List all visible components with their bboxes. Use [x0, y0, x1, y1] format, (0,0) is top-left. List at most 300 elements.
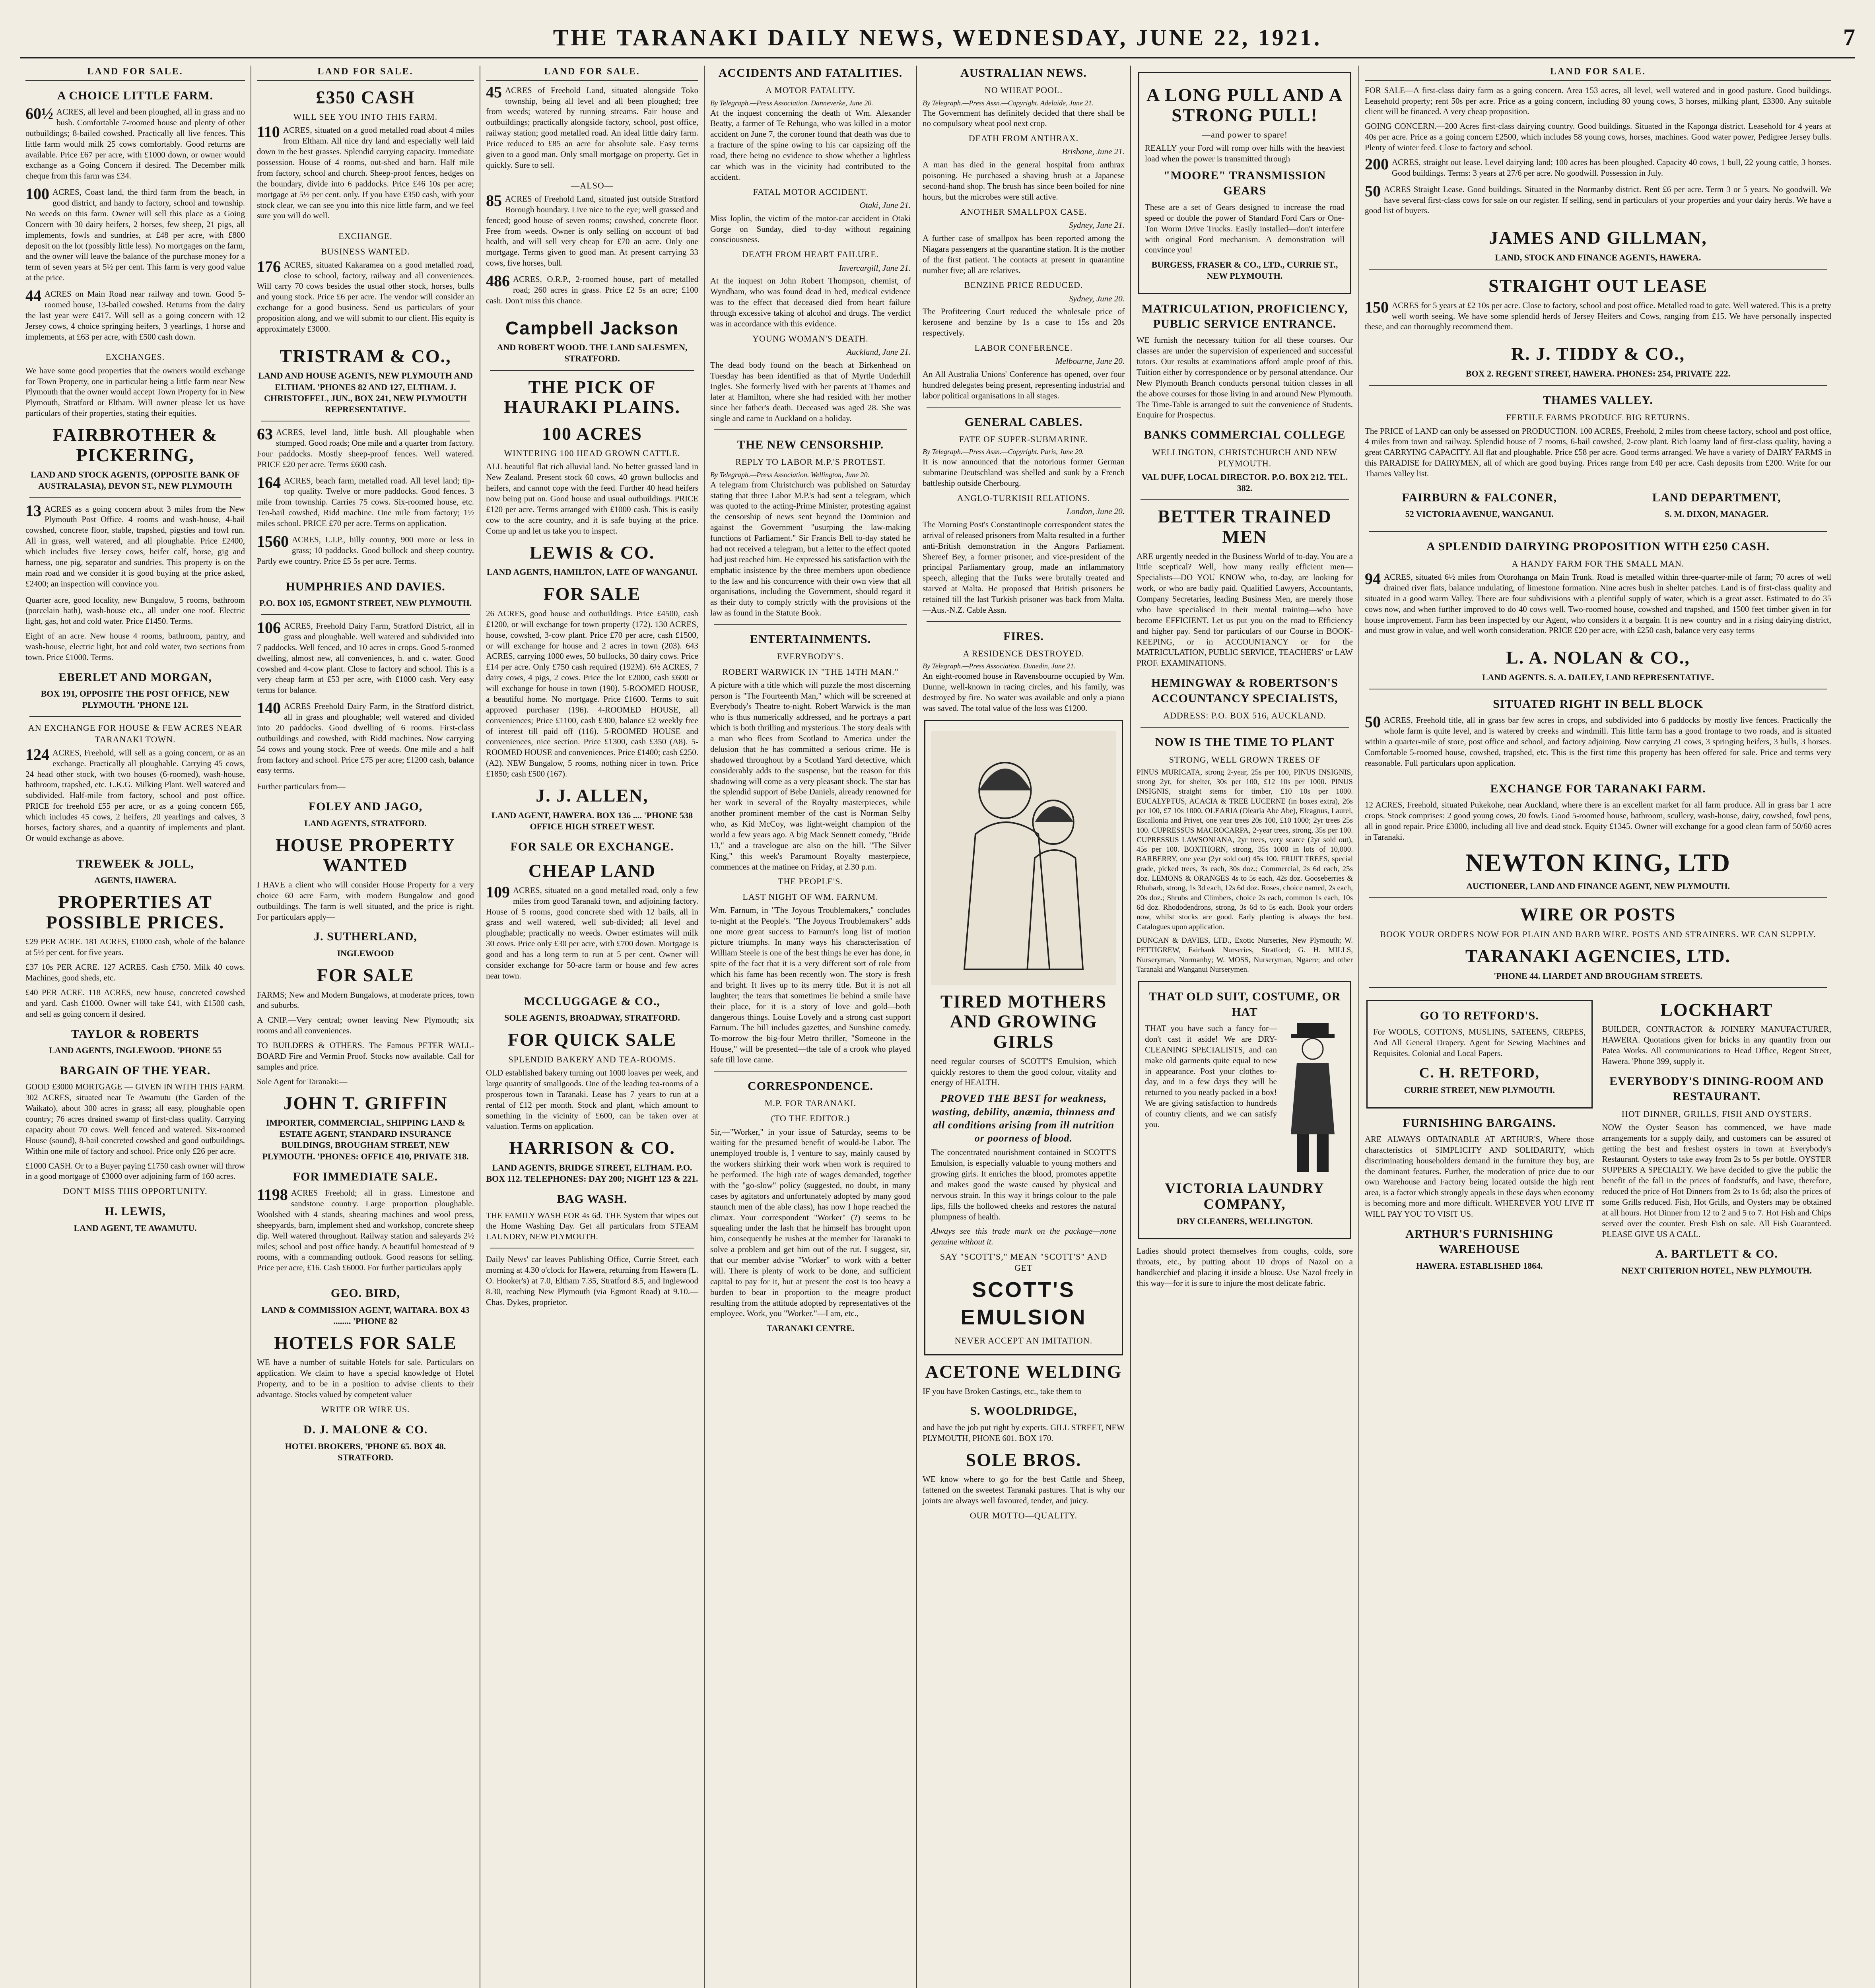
- listing: [25, 501, 245, 595]
- scotts-emulsion-logo: SCOTT'S EMULSION: [960, 1277, 1087, 1329]
- ad-note: Always see this trade mark on the package—none genuine without it.: [931, 1226, 1116, 1247]
- agent-pair: [1365, 483, 1831, 526]
- listing-text: ACRES, beach farm, metalled road. All level land; tip-top quality. Twelve or more paddocks. Good fences. 3 mile from township. Carries 75 cows. Six-roomed house, etc. Ten-bail cowshed, Ridd machine. One mile from factory; 1½ miles school. PRICE £70 per acre. Terms on application.: [257, 476, 474, 528]
- agent-details: LAND AGENTS, BRIDGE STREET, ELTHAM. P.O. BOX 112. TELEPHONES: DAY 200; NIGHT 123 & 221.: [486, 1162, 698, 1184]
- agent-details: LAND AGENT, TE AWAMUTU.: [74, 1223, 197, 1233]
- paragraph: Quarter acre, good locality, new Bungalow, 5 rooms, bathroom (porcelain bath), wash-house etc., all under one roof. Electric light, gas, hot and cold water. Price £1450. Terms.: [25, 595, 245, 626]
- divider: [714, 429, 907, 430]
- paragraph: 26 ACRES, good house and outbuildings. Price £4500, cash £1200, or will exchange for town property (172). 130 ACRES, house, cowshed, 3-cow plant. Price £70 per acre, cash £1500, or will exchange for house and 2 acres in town (203). 643 ACRES, carrying 1000 ewes, 50 bullocks, 30 dairy cows. Price £14 per acre. Only £750 cash required (192M). 6½ ACRES, 7 dairy cows, 4 pigs, 2 cows. Price the lot £2000, cash £600 or will exchange for house in town (190). 5-ROOMED HOUSE, a beautiful home. No mortgage. Price £1600. Terms to suit approved purchaser (196). 4-ROOMED HOUSE, all conveniences; Price £1100, cash £300, balance £2 weekly free of interest till paid off (116). 5-ROOMED HOUSE and conveniences, nice section. Price £1300, cash £350 (A8). 5-ROOMED HOUSE and conveniences. Price £1400; cash £250. (A2). NEW Bungalow, 5 rooms, nothing nicer in town. Price £1850; cash £500 (167).: [486, 608, 698, 779]
- subheading: (TO THE EDITOR.): [771, 1113, 850, 1124]
- divider: [261, 614, 470, 615]
- listing-text: ACRES as a going concern about 3 miles from the New Plymouth Post Office. 4 rooms and wash-house, 4-bail cowshed, concrete floor, stable, trapshed, pigsties and fowl run. All in grass, well watered, and all ploughable. Price £2400, which includes five Jersey cows, heifer calf, horse, gig and harness, one pig, separator and sundries. This property is on the main road and we consider it is good buying at the price asked, £2400; an inspection will convince you.: [25, 504, 245, 588]
- subheading: DON'T MISS THIS OPPORTUNITY.: [63, 1186, 208, 1196]
- subheading: THE PEOPLE'S.: [778, 876, 843, 887]
- paragraph: WE know where to go for the best Cattle and Sheep, fattened on the sweetest Taranaki pastures. That is why our joints are always well favoured, tender, and juicy.: [923, 1474, 1125, 1505]
- subheading: HOT DINNER, GRILLS, FISH AND OYSTERS.: [1621, 1109, 1812, 1119]
- newspaper-title: THE TARANAKI DAILY NEWS, WEDNESDAY, JUNE 22, 1921.: [553, 25, 1322, 50]
- listing-number: 44: [25, 287, 41, 305]
- listing-number: 176: [257, 257, 281, 276]
- display-heading: SOLE BROS.: [966, 1449, 1082, 1470]
- ad-brand: C. H. RETFORD,: [1419, 1064, 1540, 1081]
- ad-address: CURRIE STREET, NEW PLYMOUTH.: [1404, 1085, 1555, 1095]
- paragraph: 12 ACRES, Freehold, situated Pukekohe, near Auckland, where there is an excellent market for all farm produce. All in grass bar 1 acre crops. Stock comprises: 2 good young cows, 20 fowls. Good 5-roomed house, bathroom, scullery, wash-house, dairy, cowshed, fowl pens, all in good repair. Price £3000, including all live and dead stock. Equity £1345. Owner will exchange for a good clean farm of 50/60 acres in Taranaki.: [1365, 800, 1831, 842]
- paragraph: £1000 CASH. Or to a Buyer paying £1750 cash owner will throw in a good mortgage of £3000 over adjoining farm of 160 acres.: [25, 1161, 245, 1181]
- agent-name: D. J. MALONE & CO.: [303, 1423, 428, 1437]
- listing: [257, 621, 474, 701]
- agent-name: EBERLET AND MORGAN,: [58, 670, 212, 684]
- display-heading: WIRE OR POSTS: [1520, 904, 1676, 925]
- listing: [1365, 184, 1831, 222]
- paragraph: and have the job put right by experts. GILL STREET, NEW PLYMOUTH, PHONE 601. BOX 170.: [923, 1422, 1125, 1443]
- agent-name: GEO. BIRD,: [330, 1287, 400, 1300]
- column-7: [1358, 66, 1837, 1988]
- column-4: [704, 66, 916, 1988]
- listing-text: ACRES for 5 years at £2 10s per acre. Close to factory, school and post office. Metalled road to gate. Well watered. This is a pretty well worth seeing. We have some splendid herds of Jersey Heifers and Cows, ranging from £15. We have personally inspected these, and can thoroughly recommend them.: [1365, 300, 1831, 332]
- agent-details: AGENTS, HAWERA.: [94, 875, 176, 885]
- agent-name: TARANAKI AGENCIES, LTD.: [1465, 946, 1731, 967]
- display-heading: CHEAP LAND: [528, 860, 656, 881]
- display-heading: STRAIGHT OUT LEASE: [1488, 276, 1708, 296]
- listing-text: ACRES, situated on a good metalled road, only a few miles from good Taranaki town, and adjoining factory. House of 5 rooms, good concrete shed with 12 bails, all in grass and well watered, well sub-divided; all level and ploughable; practically no weeds. Owner estimates will milk 30 cows. Price only £30 per acre, with £700 down. Mortgage is good and has a long term to run at 5 per cent. Owner will consider exchange for 50-acre farm or house and few acres near town.: [486, 885, 698, 980]
- display-heading: ACETONE WELDING: [925, 1361, 1122, 1382]
- divider: [1141, 727, 1349, 728]
- listing: [486, 85, 698, 176]
- ad-headline: GO TO RETFORD'S.: [1420, 1009, 1539, 1022]
- divider: [714, 1071, 907, 1072]
- listing: [25, 187, 245, 289]
- agent-name: HUMPHRIES AND DAVIES.: [286, 580, 445, 593]
- agent-details: NEXT CRITERION HOTEL, NEW PLYMOUTH.: [1621, 1265, 1812, 1276]
- agent-name: A. BARTLETT & CO.: [1655, 1247, 1778, 1261]
- listing-number: 63: [257, 425, 273, 443]
- paragraph: Sir,—"Worker," in your issue of Saturday, seems to be waiting for the presumed benefit of would-be Labor. The unemployed trouble is, I venture to say, mainly caused by the workers shirking their work when work is required to be performed. The high rate of wages demanded, together with the "go-slow" policy (suggested, no doubt, in many cases by agitators and unfortunately adopted by many good staunch men of the able class), has now I hope reached the climax. Your correspondent "Worker" (?) seems to be squealing under the lash that he himself has brought upon him, consequently he rushes at the member for Taranaki to solve a problem and get him out of the rut. I suggest, sir, that our member advise "Worker" to work with a better will. There is plenty of work to be done, and sufficient capital to pay for it, but at present the cost is too heavy a burden to bear in proportion to the meagre product resulting from the attitude adopted by representatives of the employee. Work, you "Worker."—I am, etc.,: [710, 1127, 911, 1318]
- subheading: YOUNG WOMAN'S DEATH.: [752, 333, 869, 344]
- agent-name: H. LEWIS,: [105, 1205, 166, 1218]
- ad-body: These are a set of Gears designed to increase the road speed or double the power of Standard Ford Cars or One-Ton Worm Drive Trucks. Easily installed—don't interfere with original Ford mechanism. A demonstration will convince you!: [1145, 202, 1345, 255]
- masthead: [20, 24, 1855, 58]
- paragraph: A CNIP.—Very central; owner leaving New Plymouth; six rooms and all conveniences.: [257, 1015, 474, 1036]
- paragraph: WE have a number of suitable Hotels for sale. Particulars on application. We claim to have a special knowledge of Hotel Property, and to be in a position to advise clients to their advantage. Stocks valued by competent valuer: [257, 1357, 474, 1400]
- heading: A CHOICE LITTLE FARM.: [57, 89, 214, 102]
- display-heading: FOR QUICK SALE: [507, 1029, 677, 1050]
- listing-number: 50: [1365, 713, 1381, 731]
- heading: HEMINGWAY & ROBERTSON'S ACCOUNTANCY SPECIALISTS,: [1151, 676, 1338, 705]
- subheading: —ALSO—: [571, 180, 614, 190]
- divider: [1369, 531, 1827, 532]
- paragraph: The Government has definitely decided that there shall be no compulsory wheat pool next crop.: [923, 108, 1125, 128]
- ad-subheadline: PROVED THE BEST for weakness, wasting, debility, anæmia, thinness and all conditions arising from ill nutrition or poorness of blood.: [932, 1093, 1115, 1144]
- listing: [1365, 572, 1831, 641]
- paragraph: GOING CONCERN.—200 Acres first-class dairying country. Good buildings. Situated in the Kaponga district. Leasehold for 4 years at 40s per acre. Price as a going concern £2500, which includes 58 young cows, horses, machines. Good water power, Pedigree Jersey bulls. Plenty of winter feed. Close to factory and school.: [1365, 121, 1831, 153]
- paragraph: NOW the Oyster Season has commenced, we have made arrangements for a supply daily, and customers can be assured of getting the best and freshest oysters in town at Everybody's Restaurant. Oysters to take away from 2s to 5s per bottle. OYSTER SUPPERS A SPECIALTY. We have decided to give the public the benefit of the fall in the prices of foodstuffs, and have, therefore, reduced the price of Hot Dinners from 2s to 1s 6d; also the prices of some Grills reduced. Fish, Hot Grills, and Oysters may be obtained at all hours. Hot Dinner from 12 to 2 and 5 to 7. Hot Fish and Chips served over the counter. Fresh Fish on sale. All Fish Guaranteed. PLEASE GIVE US A CALL.: [1602, 1122, 1831, 1239]
- listing: [25, 289, 245, 348]
- heading: NOW IS THE TIME TO PLANT: [1155, 736, 1335, 749]
- agent-name: L. A. NOLAN & CO.,: [1506, 647, 1690, 668]
- agent-details: IMPORTER, COMMERCIAL, SHIPPING LAND & ESTATE AGENT, STANDARD INSURANCE BUILDINGS, BROUGHAM STREET, NEW PLYMOUTH. 'PHONES: OFFICE 410, PRIVATE 318.: [262, 1118, 469, 1161]
- display-heading: £350 CASH: [316, 87, 415, 107]
- moore-gears-ad: [1138, 72, 1351, 294]
- paragraph: It is now announced that the notorious former German submarine Deutschland was shelled and sunk by a French battleship outside Cherbourg.: [923, 457, 1125, 488]
- ad-headline: TIRED MOTHERS AND GROWING GIRLS: [940, 991, 1107, 1052]
- dateline: Sydney, June 20.: [1069, 293, 1125, 303]
- paragraph: Sole Agent for Taranaki:—: [257, 1076, 348, 1086]
- subheading: BUSINESS WANTED.: [321, 246, 410, 256]
- subheading: ANOTHER SMALLPOX CASE.: [960, 206, 1087, 217]
- paragraph: £29 PER ACRE. 181 ACRES, £1000 cash, whole of the balance at 5½ per cent. for five years.: [25, 937, 245, 957]
- page-number: 7: [1843, 24, 1855, 50]
- display-heading: HOTELS FOR SALE: [274, 1332, 457, 1353]
- agent-details: P.O. BOX 105, EGMONT STREET, NEW PLYMOUTH.: [259, 598, 472, 608]
- agent-details: 'PHONE 44. LIARDET AND BROUGHAM STREETS.: [1494, 971, 1702, 981]
- victoria-laundry-ad: [1138, 981, 1351, 1239]
- divider: [490, 370, 694, 371]
- listing: [257, 701, 474, 781]
- listing-number: 150: [1365, 298, 1389, 316]
- ad-text: need regular courses of SCOTT'S Emulsion, which quickly restores to them the good colour, vitality and energy of HEALTH.: [931, 1056, 1116, 1087]
- paragraph: Eight of an acre. New house 4 rooms, bathroom, pantry, and wash-house, electric light, hot and cold water, two sections from town. Price £1000. Terms.: [25, 631, 245, 662]
- divider: [1369, 897, 1827, 898]
- subheading: A MOTOR FATALITY.: [765, 85, 856, 95]
- display-heading: FOR SALE: [317, 965, 414, 985]
- agent-details: LAND AND STOCK AGENTS, (OPPOSITE BANK OF AUSTRALASIA), DEVON ST., NEW PLYMOUTH: [31, 470, 240, 491]
- listing: [25, 107, 245, 187]
- heading: THAMES VALLEY.: [1543, 394, 1653, 407]
- section-header: LAND FOR SALE.: [25, 66, 245, 81]
- ad-tagline: SAY "SCOTT'S," MEAN "SCOTT'S" AND GET: [940, 1252, 1108, 1273]
- agent-name: S. WOOLDRIDGE,: [970, 1404, 1077, 1418]
- agent-name: FAIRBURN & FALCONER,: [1402, 491, 1557, 504]
- listing: [257, 257, 474, 340]
- heading: FURNISHING BARGAINS.: [1403, 1116, 1556, 1130]
- agent-details: S. M. DIXON, MANAGER.: [1665, 509, 1769, 519]
- heading: A SPLENDID DAIRYING PROPOSITION WITH £250 CASH.: [1426, 540, 1770, 553]
- ad-agent: BURGESS, FRASER & CO., LTD., CURRIE ST., NEW PLYMOUTH.: [1151, 260, 1338, 281]
- heading: FOR IMMEDIATE SALE.: [293, 1170, 438, 1183]
- agent-name: TAYLOR & ROBERTS: [71, 1027, 199, 1041]
- subheading: SPLENDID BAKERY AND TEA-ROOMS.: [508, 1054, 676, 1064]
- ad-text: REALLY your Ford will romp over hills with the heaviest load when the power is transmitted through: [1145, 143, 1345, 164]
- paragraph: The Profiteering Court reduced the wholesale price of kerosene and benzine by 1s a case to 15s and 20s respectively.: [923, 307, 1125, 338]
- subheading: WINTERING 100 HEAD GROWN CATTLE.: [504, 448, 680, 458]
- dateline: Invercargill, June 21.: [839, 263, 911, 273]
- divider: [1369, 987, 1827, 988]
- heading: EXCHANGE FOR TARANAKI FARM.: [1490, 782, 1706, 795]
- agent-name: MCCLUGGAGE & CO.,: [524, 994, 660, 1008]
- subheading: DEATH FROM HEART FAILURE.: [742, 249, 879, 260]
- ad-brand: "MOORE" TRANSMISSION GEARS: [1163, 169, 1326, 198]
- heading: GENERAL CABLES.: [964, 415, 1083, 429]
- agent-name: JOHN T. GRIFFIN: [283, 1093, 448, 1113]
- paragraph: THE FAMILY WASH FOR 4s 6d. THE System that wipes out the Home Washing Day. Get all particulars from STEAM LAUNDRY, NEW PLYMOUTH.: [486, 1210, 698, 1242]
- divider: [1369, 269, 1827, 270]
- divider: [29, 497, 241, 498]
- columns: [20, 66, 1855, 1988]
- subheading: ADDRESS: P.O. BOX 516, AUCKLAND.: [1163, 710, 1326, 720]
- listing-number: 45: [486, 83, 502, 101]
- paragraph: £37 10s PER ACRE. 127 ACRES. Cash £750. Milk 40 cows. Machines, good sheds, etc.: [25, 962, 245, 983]
- paragraph: A man has died in the general hospital from anthrax poisoning. He purchased a shaving brush at a Japanese second-hand shop. The brush has since been boiled for nine hours, but the microbes were still active.: [923, 160, 1125, 202]
- agent-details: LAND AGENTS, INGLEWOOD. 'PHONE 55: [49, 1045, 222, 1055]
- agent-name: JAMES AND GILLMAN,: [1489, 227, 1707, 248]
- paragraph: GOOD £3000 MORTGAGE — GIVEN IN WITH THIS FARM. 302 ACRES, situated near Te Awamutu (the Garden of the Waikato), about 300 acres in grass; all easy, ploughable open country; 76 acres drained swamp of first-class quality. Carrying capacity about 70 cows. Well fenced and watered. Six-roomed House (sound), 8-bail concreted cowshed and good outbuildings. Within one mile of factory and school. Price only £26 per acre.: [25, 1082, 245, 1156]
- agent-details: AUCTIONEER, LAND AND FINANCE AGENT, NEW PLYMOUTH.: [1466, 881, 1730, 891]
- scotts-emulsion-ad: [924, 720, 1123, 1355]
- listing-text: ACRES Freehold; all in grass. Limestone and sandstone country. Large proportion ploughable. Woolshed with 4 stands, shearing machines and wool press, sheepyards, barn, implement shed and workshop, concrete sheep dip. Well watered throughout. Railway station and saleyards 2½ miles; school and post office handy. A beautiful homestead of 9 rooms, with a commanding outlook. Good reasons for selling. Price per acre, £16. Cash £6000. For further particulars apply: [257, 1188, 474, 1273]
- paragraph: Miss Joplin, the victim of the motor-car accident in Otaki Gorge on Sunday, died to-day without regaining consciousness.: [710, 213, 911, 245]
- agent-name: FAIRBROTHER & PICKERING,: [52, 425, 218, 465]
- agent-details: INGLEWOOD: [337, 948, 394, 958]
- paragraph: The Morning Post's Constantinople correspondent states the arrival of released prisoners from Malta resulted in a further anti-British demonstration in the Angora Parliament. Shereef Bey, a former prisoner, and vice-president of the principal Parliamentary group, made an inflammatory speech, alleging that the Turks were brutally treated and starved at Malta. He proposed that British prisoners be retained till the last Turkish prisoner was back from Malta.—Aus.-N.Z. Cable Assn.: [923, 519, 1125, 615]
- divider: [714, 624, 907, 625]
- agent-name: LAND DEPARTMENT,: [1652, 491, 1781, 504]
- listing-text: ACRES on Main Road near railway and town. Good 5-roomed house, 13-bailed cowshed. Returns from the dairy the last year were £417. Will sell as a going concern with 12 Jersey cows, 4 choice springing heifers, 3 yearlings, 1 horse and implements, at £63 per acre, with £500 cash down.: [25, 289, 245, 342]
- agent-details: LAND AGENTS, HAMILTON, LATE OF WANGANUI.: [486, 567, 698, 577]
- agent-name: TREWEEK & JOLL,: [76, 857, 194, 870]
- heading: ACCIDENTS AND FATALITIES.: [718, 66, 903, 80]
- agent-details: LAND AND HOUSE AGENTS, NEW PLYMOUTH AND ELTHAM. 'PHONES 82 AND 127, ELTHAM. J. CHRISTOFFEL, JUN., BOX 241, NEW PLYMOUTH REPRESENTATIVE.: [258, 371, 473, 414]
- listing: [486, 885, 698, 987]
- listing-number: 140: [257, 699, 281, 717]
- section-header: LAND FOR SALE.: [486, 66, 698, 81]
- subheading: ANGLO-TURKISH RELATIONS.: [957, 493, 1090, 503]
- paragraph: IF you have Broken Castings, etc., take them to: [923, 1386, 1082, 1396]
- column-5: [916, 66, 1130, 1988]
- agent-details: LAND AGENTS, STRATFORD.: [304, 818, 427, 828]
- heading: FIRES.: [1003, 629, 1044, 643]
- agent-name: LEWIS & CO.: [529, 542, 655, 563]
- agent-name: J. SUTHERLAND,: [314, 930, 417, 944]
- listing-number: 1560: [257, 532, 289, 550]
- heading: SITUATED RIGHT IN BELL BLOCK: [1493, 697, 1703, 711]
- paragraph: An All Australia Unions' Conference has opened, over four hundred delegates being present, representing industrial and labor political organisations in all stages.: [923, 369, 1125, 400]
- listing-number: 109: [486, 883, 510, 901]
- listing-number: 110: [257, 123, 280, 141]
- ad-headline: A LONG PULL AND A STRONG PULL!: [1146, 85, 1343, 125]
- paragraph: DUNCAN & DAVIES, LTD., Exotic Nurseries, New Plymouth; W. PETTIGREW, Fairbank Nurseries, Stratford; G. H. MILLS, Nurseryman, Normanby; W. MOSS, Nurseryman, Ngaere; and other Taranaki and Wanganui Nurserymen.: [1137, 936, 1353, 974]
- paragraph: At the inquest on John Robert Thompson, chemist, of Wyndham, who was found dead in bed, medical evidence was to the effect that deceased died from heart failure through excessive taking of alcohol and drugs. The verdict was in accordance with this evidence.: [710, 276, 911, 328]
- listing-text: ACRES, O.R.P., 2-roomed house, part of metalled road; 260 acres in grass. Price £2 5s an acre; £100 cash. Don't miss this chance.: [486, 274, 698, 305]
- dateline: Brisbane, June 21.: [1062, 147, 1125, 157]
- listing-text: ACRES, situated on a good metalled road about 4 miles from Eltham. All nice dry land and especially well laid down in the best grasses. Splendid carrying capacity. Immediate possession. House of 4 rooms, out-shed and barn. Half mile from factory, school and church. Sheep-proof fences, hedges on the boundary, divide into 6 paddocks. Price £46 10s per acre; mortgage at 5½ per cent. only. If you have £350 cash, with your stock clear, we can see you into this nice little farm, and we feel sure you will do well.: [257, 125, 474, 221]
- agent-details: HOTEL BROKERS, 'PHONE 65. BOX 48. STRATFORD.: [285, 1441, 446, 1462]
- retford-ad: [1366, 1000, 1593, 1109]
- paragraph: TO BUILDERS & OTHERS. The Famous PETER WALL-BOARD Fire and Vermin Proof. Stocks now available. Call for samples and price.: [257, 1041, 474, 1072]
- ad-brand: VICTORIA LAUNDRY COMPANY,: [1165, 1180, 1325, 1212]
- ad-headline: THAT OLD SUIT, COSTUME, OR HAT: [1148, 990, 1341, 1019]
- signature: TARANAKI CENTRE.: [766, 1323, 855, 1334]
- subheading: A RESIDENCE DESTROYED.: [963, 648, 1084, 659]
- agent-details: LAND & COMMISSION AGENT, WAITARA. BOX 43 ........ 'PHONE 82: [261, 1305, 470, 1326]
- listing: [257, 534, 474, 572]
- agent-name: TRISTRAM & CO.,: [280, 346, 451, 366]
- divider: [1369, 385, 1827, 386]
- heading: EVERYBODY'S DINING-ROOM AND RESTAURANT.: [1609, 1074, 1824, 1103]
- column-2: [251, 66, 480, 1988]
- ad-footer: NEVER ACCEPT AN IMITATION.: [954, 1335, 1093, 1345]
- subheading: FATE OF SUPER-SUBMARINE.: [959, 434, 1088, 445]
- listing: [1365, 157, 1831, 184]
- listing-number: 1198: [257, 1186, 288, 1204]
- heading: AUSTRALIAN NEWS.: [960, 66, 1087, 80]
- display-heading: BETTER TRAINED MEN: [1158, 506, 1332, 547]
- listing-text: ACRES, situated Kakaramea on a good metalled road, close to school, factory, railway and all conveniences. Will carry 70 cows besides the usual other stock, horses, bulls and young stock. Price £6 per acre. The vendor will consider an exchange for a good business. Send us particulars of your proposition along, and we will submit to our client. His equity is approximately £3000.: [257, 260, 474, 334]
- signature: VAL DUFF, LOCAL DIRECTOR. P.O. BOX 212. TEL. 382.: [1141, 472, 1348, 493]
- ad-subheadline: —and power to spare!: [1201, 130, 1288, 140]
- heading: CORRESPONDENCE.: [748, 1079, 873, 1093]
- listing-text: ACRES, Freehold, will sell as a going concern, or as an exchange. Practically all ploughable. Carrying 45 cows, 24 head other stock, with two houses (6-roomed), wash-house, bathroom, trapshed, etc. L.K.G. Milking Plant. Well watered and subdivided. Half-mile from factory, school and post office. PRICE for freehold £55 per acre, or as a going concern £65, which includes 45 cows, 2 heifers, 20 yearlings and calves, 3 horses, factory shares, and a quantity of implements and plant. Or would exchange as above.: [25, 747, 245, 843]
- agent-details: AND ROBERT WOOD. THE LAND SALESMEN, STRATFORD.: [497, 342, 688, 364]
- listing-number: 50: [1365, 182, 1381, 200]
- ad-subbrand: DRY CLEANERS, WELLINGTON.: [1176, 1216, 1313, 1227]
- listing-text: ACRES of Freehold Land, situated alongside Toko township, being all level and all been ploughed; free from weeds; watered by running streams. Fair house and outbuildings; practically alongside factory, school, post office, railway station; good metalled road. An ideal little dairy farm. Price reduced to £85 an acre for absolute sale. Easy terms given to a good man. Only small mortgage on property. Get in quickly. Sure to sell.: [486, 85, 698, 170]
- agent-details: LAND, STOCK AND FINANCE AGENTS, HAWERA.: [1495, 252, 1701, 262]
- listing-text: ACRES, situated 6½ miles from Otorohanga on Main Trunk. Road is metalled within three-quarter-mile of farm; 70 acres of well drained river flats, balance undulating, of limestone formation. Nine acres bush in shelter patches. Land is of first-class quality and situated in a good warm Valley. There are four subdivisions with a plentiful supply of water, which is a great asset. Estimated to do 35 cows now, and when further improved to do 40 cows well. Two-roomed house, cowshed and trapshed, and 1500 feet timber given in for house improvement. Farm has been inspected by our Agent, who considers it a bargain. It is new country and in a rising dairying district, and must grow in value, and well worth consideration. PRICE £20 per acre, with £250 cash, balance very easy terms: [1365, 572, 1831, 635]
- heading: ENTERTAINMENTS.: [750, 633, 871, 646]
- byline: By Telegraph.—Press Association. Danneverke, June 20.: [710, 99, 873, 107]
- column-6: [1130, 66, 1358, 1988]
- listing-text: ACRES, Freehold title, all in grass bar few acres in crops, and subdivided into 6 paddocks by mostly live fences. Practically the whole farm is quite level, and is watered by creeks and windmill. This little farm has a good frontage to two roads, and is situated within a quarter-mile of store, post office and school, and factory adjoining. Now carrying 21 cows, 3 springing heifers, 3 bulls, 3 horses. Comfortable 5-roomed house, cowshed, trapshed, etc. This is the first time this property has been offered for sale. Price and terms very reasonable. Full particulars upon application.: [1365, 715, 1831, 768]
- listing: [257, 473, 474, 534]
- subheading: WELLINGTON, CHRISTCHURCH AND NEW PLYMOUTH.: [1152, 447, 1337, 468]
- heading: AN EXCHANGE FOR HOUSE & FEW ACRES NEAR TARANAKI TOWN.: [28, 723, 243, 744]
- agent-details: SOLE AGENTS, BROADWAY, STRATFORD.: [504, 1013, 680, 1023]
- listing-text: ACRES, L.I.P., hilly country, 900 more or less in grass; 10 paddocks. Good bullock and sheep country. Partly ewe country. Price £5 5s per acre. Terms.: [257, 534, 474, 566]
- paragraph: WE furnish the necessary tuition for all these courses. Our classes are under the supervision of experienced and successful tutors. Our results at examinations afford ample proof of this. Tuition either by correspondence or by personal attendance. Our New Plymouth Branch conducts personal tuition classes in all the above courses for those living in and around New Plymouth. The Time-Table is arranged to suit the convenience of Students. Enquire for Prospectus.: [1137, 335, 1353, 420]
- paragraph: I HAVE a client who will consider House Property for a very choice 60 acre Farm, with modern Bungalow and good outbuildings. The farm is well situated, and the price is right. For particulars apply—: [257, 879, 474, 922]
- agent-details: BOX 191, OPPOSITE THE POST OFFICE, NEW PLYMOUTH. 'PHONE 121.: [41, 689, 230, 710]
- heading: BAG WASH.: [557, 1192, 628, 1206]
- subheading: FATAL MOTOR ACCIDENT.: [753, 186, 868, 197]
- subheading: BENZINE PRICE REDUCED.: [964, 280, 1083, 290]
- paragraph: We have some good properties that the owners would exchange for Town Property, one in particular being a little farm near New Plymouth that the owner would accept Town Property for in New Plymouth, Stratford or Eltham. Will owner please let us have particulars of their properties, stating their equities.: [25, 365, 245, 418]
- dateline: Auckland, June 21.: [847, 347, 911, 357]
- listing-text: ACRES Freehold Dairy Farm, in the Stratford district, all in grass and ploughable; well watered and divided into 20 paddocks. Good dwelling of 6 rooms. First-class outbuildings and cowshed, with Ridd machines. Now carrying 54 cows and young stock. Free of weeds. One mile and a half from factory and school. Price £75 per acre; £1200 cash, balance easy terms.: [257, 701, 474, 775]
- agent-details: LAND AGENTS. S. A. DAILEY, LAND REPRESENTATIVE.: [1482, 672, 1714, 682]
- listing-text: ACRES, level land, little bush. All ploughable when stumped. Good roads; One mile and a quarter from factory. Four paddocks. Mostly sheep-proof fences. Well watered. PRICE £20 per acre. Terms £600 cash.: [257, 427, 474, 469]
- agent-name: ARTHUR'S FURNISHING WAREHOUSE: [1405, 1227, 1554, 1256]
- byline: By Telegraph.—Press Association. Wellington, June 20.: [710, 470, 870, 479]
- agent-details: 52 VICTORIA AVENUE, WANGANUI.: [1405, 509, 1554, 519]
- listing-text: ACRES, Coast land, the third farm from the beach, in good district, and handy to factory, school and township. No weeds on this farm. Owner will sell this place as a Going Concern with 30 dairy heifers, 2 horses, few sheep, 21 pigs, all implements, fowls and sundries, at £48 per acre, with £800 deposit on the lot (possibly little less). No mortgages on the farm, and the owner will leave the balance of the purchase money for a term of seven years at 5½ per cent. This farm is very good value at the price.: [25, 187, 245, 283]
- paragraph: ARE urgently needed in the Business World of to-day. You are a little sceptical? Well, how many really efficient men—Specialists—DO YOU KNOW who, to-day, are looking for work, or who are badly paid. Qualified Lawyers, Accountants, Company Secretaries, leading Business Men, are merely those who have specialised in their mental training—who have become EFFICIENT. Let us put you on the road to Efficiency and higher pay. Send for particulars of our Course in BOOK-KEEPING, or in ACCOUNTANCY or for the MATRICULATION, PUBLIC SERVICE, TEACHERS' or LAW PROF. EXAMINATIONS.: [1137, 551, 1353, 668]
- heading: THE NEW CENSORSHIP.: [737, 438, 884, 452]
- listing-text: ACRES Straight Lease. Good buildings. Situated in the Normanby district. Rent £6 per acre. Term 3 or 5 years. No goodwill. We have several first-class cows for sale on our register. If selling, send in particulars of your properties and your dairy herds. We have a good list of buyers.: [1365, 184, 1831, 215]
- agent-name: R. J. TIDDY & CO.,: [1511, 344, 1685, 364]
- listing: [486, 191, 698, 274]
- paragraph: Wm. Farnum, in "The Joyous Troublemakers," concludes to-night at the People's. "The Joyous Troublemakers" adds one more great success to Farnum's long list of motion picture triumphs. In many ways his characterisation of William Steele is one of the best things he ever has done, in spite of the fact that it is a very different sort of role from which his fame has been recently won. The story is fresh and bright. It lives up to its merry title. But it is not all laughter; the tears that sometimes lie behind a smile have their place, for it is a story of love and gold—both dangerous things. Louise Lovely and a strong cast support Farnum. The bill includes gazettes, and Sunshine comedy. To-morrow the big-four Metro thriller, "Someone in the House," will be presented—the tale of a crook who played safe till love came.: [710, 905, 911, 1065]
- dateline: Otaki, June 21.: [859, 200, 911, 210]
- display-heading: THE PICK OF HAURAKI PLAINS.: [503, 377, 681, 417]
- paragraph: A telegram from Christchurch was published on Saturday stating that three Labor M.P.'s had sent a telegram, which was quoted to the acting-Prime Minister, protesting against the censorship of news sent beyond the Dominion and against the Government "usurping the law-making functions of Parliament." Sir Francis Bell to-day stated he had not received a telegram, but a letter to the effect quoted had just reached him. He expressed his satisfaction with the emphatic insistence by the three members upon obedience to the law and his concurrence with their own view that all organisations, including the Government, should regard it as their duty to comply strictly with the provisions of the law as found in the Statute Book.: [710, 480, 911, 618]
- listing-number: 13: [25, 501, 41, 520]
- ad-body: The concentrated nourishment contained in SCOTT'S Emulsion, is especially valuable to young mothers and growing girls. It enriches the blood, promotes appetite and makes good the waste caused by physical and nervous strain. In this way it brings colour to the pale lips, fills the hollowed cheeks and restores the natural plumpness of health.: [931, 1147, 1116, 1221]
- dateline: Melbourne, June 20.: [1055, 356, 1125, 366]
- paragraph: Ladies should protect themselves from coughs, colds, sore throats, etc., by putting about 10 drops of Nazol on a handkerchief and placing it inside a blouse. Use Nazol freely in this way—for it is sure to injure the most delicate fabric.: [1137, 1246, 1353, 1288]
- paragraph: OLD established bakery turning out 1000 loaves per week, and large quantity of smallgoods. One of the leading tea-rooms of a prosperous town in Taranaki. Lease has 7 years to run at a rental of £12 per month. Stock and plant, which amount to something in the vicinity of £600, can be taken over at valuation. Terms on application.: [486, 1068, 698, 1131]
- subheading: ROBERT WARWICK IN "THE 14TH MAN.": [722, 666, 899, 677]
- subheading: OUR MOTTO—QUALITY.: [970, 1510, 1078, 1520]
- subheading: EVERYBODY'S.: [777, 651, 844, 662]
- ad-text: THAT you have such a fancy for—don't cast it aside! We are DRY-CLEANING SPECIALISTS, and can make old garments quite equal to new in appearance. Post your clothes to-day, and in a few days they will be returned to you neatly packed in a box! We are giving satisfaction to hundreds of country clients, and we can satisfy you.: [1145, 1023, 1277, 1129]
- paragraph: Daily News' car leaves Publishing Office, Currie Street, each morning at 4.30 o'clock for Hawera, returning from Hawera (L. O. Hooker's) at 7.0, Eltham 7.35, Stratford 8.5, and Inglewood 8.30, reaching New Plymouth (via Egmont Road) at 9.10.—Chas. Dykes, proprietor.: [486, 1254, 698, 1307]
- subheading: WRITE OR WIRE US.: [321, 1404, 410, 1414]
- subheading: A HANDY FARM FOR THE SMALL MAN.: [1512, 558, 1685, 569]
- listing: [1365, 300, 1831, 338]
- listing-number: 94: [1365, 570, 1381, 588]
- agent-name: LOCKHART: [1660, 999, 1773, 1020]
- paragraph: FARMS; New and Modern Bungalows, at moderate prices, town and suburbs.: [257, 990, 474, 1010]
- listing-number: 85: [486, 191, 502, 210]
- column-3: [480, 66, 704, 1988]
- heading: MATRICULATION, PROFICIENCY, PUBLIC SERVICE ENTRANCE.: [1141, 302, 1348, 330]
- subheading: BOOK YOUR ORDERS NOW FOR PLAIN AND BARB WIRE. POSTS AND STRAINERS. WE CAN SUPPLY.: [1380, 929, 1816, 939]
- listing-number: 100: [25, 185, 49, 203]
- divider: [927, 621, 1121, 622]
- listing: [257, 1188, 474, 1279]
- paragraph: A further case of smallpox has been reported among the Niagara passengers at the quarantine station. It is the mother of the first patient. The contacts at present in quarantine number five; all are relatives.: [923, 233, 1125, 275]
- agent-name: J. J. ALLEN,: [536, 785, 649, 806]
- agent-name: HARRISON & CO.: [509, 1138, 675, 1158]
- listing-number: 106: [257, 619, 281, 637]
- agent-name: Campbell Jackson: [505, 317, 679, 338]
- paragraph: Further particulars from—: [257, 782, 346, 792]
- listing: [257, 427, 474, 476]
- display-heading: 100 ACRES: [542, 423, 642, 444]
- listing-number: 124: [25, 745, 49, 763]
- listing-text: ACRES, all level and been ploughed, all in grass and no bush. Comfortable 7-roomed house and plenty of other outbuildings; 8-bailed cowshed. Practically all live fences. This little farm would milk 25 cows comfortably. Good returns are available. Price £67 per acre, with £1000 down, or owner would exchange as a Going Concern if desired. The December milk cheque from this farm was £34.: [25, 107, 245, 181]
- subheading: FERTILE FARMS PRODUCE BIG RETURNS.: [1506, 412, 1690, 423]
- subheading: WILL SEE YOU INTO THIS FARM.: [293, 112, 438, 122]
- column-1: [20, 66, 251, 1988]
- listing-text: ACRES, Freehold Dairy Farm, Stratford District, all in grass and ploughable. Well watered and subdivided into 7 paddocks. Well fenced, and 10 acres in crops. Good 5-roomed dwelling, almost new, all conveniences, h. and c. water. Good cowshed and 4-cow plant. Close to factory and school. This is a very cheap farm at £53 per acre, with £1000 cash. Very easy terms for balance.: [257, 621, 474, 695]
- listing: [257, 125, 474, 227]
- display-heading: FOR SALE: [543, 584, 641, 604]
- byline: By Telegraph.—Press Assn.—Copyright. Paris, June 20.: [923, 448, 1084, 456]
- heading: BANKS COMMERCIAL COLLEGE: [1144, 428, 1346, 442]
- display-heading: HOUSE PROPERTY WANTED: [276, 835, 455, 876]
- paragraph: £40 PER ACRE. 118 ACRES, new house, concreted cowshed and yard. Cash £1000. Owner will take £41, with £1500 cash, and sell as going concern if desired.: [25, 987, 245, 1019]
- mother-and-girl-illustration: [931, 731, 1116, 985]
- paragraph: The dead body found on the beach at Birkenhead on Tuesday has been identified as that of Myrtle Underhill Ingles. She formerly lived with her parents at Thames and later at Hamilton, where she had resided with her mother since her father's death. Deceased was aged 28. She was single and came to Auckland on a holiday.: [710, 360, 911, 423]
- agent-details: BOX 2. REGENT STREET, HAWERA. PHONES: 254, PRIVATE 222.: [1465, 368, 1731, 379]
- paragraph: BUILDER, CONTRACTOR & JOINERY MANUFACTURER, HAWERA. Quotations given for bricks in any quantity from our Patea Works. All communications to Head Office, Regent Street, Hawera. 'Phone 399, supply it.: [1602, 1024, 1831, 1066]
- bottom-ads: [1365, 994, 1831, 1282]
- gentleman-illustration: [1281, 1023, 1345, 1174]
- section-header: LAND FOR SALE.: [257, 66, 474, 81]
- listing: [486, 274, 698, 312]
- paragraph: ARE ALWAYS OBTAINABLE AT ARTHUR'S, Where those characteristics of SIMPLICITY AND SOLIDARITY, which discriminating householders demand in the furniture they buy, are the dominant features. Further, the moderation of price due to our own Warehouse and Factory being located outside the high rent area, is a factor which strongly appeals in these days when economy is becoming more and more difficult. WHEREVER YOU LIVE IT WILL PAY YOU TO VISIT US.: [1365, 1134, 1594, 1219]
- paragraph: The PRICE of LAND can only be assessed on PRODUCTION. 100 ACRES, Freehold, 2 miles from cheese factory, school and post office, 4 miles from town and railway. Splendid house of 7 rooms, 6-bail cowshed, 2-cow plant. Rich loamy land of first-class quality, having a great CARRYING CAPACITY. All flat and ploughable. Price £58 per acre. Good terms arranged. We have a variety of DAIRY FARMS in this PARADISE for DAIRYMEN, all of which are good buying. Prices range from £40 per acre. Cash deposits from £200. Write for our Thames Valley list.: [1365, 426, 1831, 479]
- subheading: STRONG, WELL GROWN TREES OF: [1169, 754, 1321, 765]
- listing-text: ACRES of Freehold Land, situated just outside Stratford Borough boundary. Live nice to the eye; well grassed and fenced; good house of seven rooms; cowshed, concrete floor. Free from weeds. Owner is only selling on account of bad health, and will sell very cheap for £70 an acre. Only one mortgage. Terms given to good man. At present carrying 33 cows, five horses, bull.: [486, 194, 698, 268]
- divider: [927, 407, 1121, 408]
- listing-number: 200: [1365, 155, 1389, 173]
- subheading: EXCHANGE.: [338, 231, 392, 241]
- subheading: DEATH FROM ANTHRAX.: [968, 133, 1079, 144]
- divider: [29, 716, 241, 717]
- agent-details: LAND AGENT, HAWERA. BOX 136 .... 'PHONE 538 OFFICE HIGH STREET WEST.: [491, 810, 693, 831]
- byline: By Telegraph.—Press Assn.—Copyright. Adelaide, June 21.: [923, 99, 1094, 107]
- subheading: M.P. FOR TARANAKI.: [764, 1098, 857, 1109]
- section-header: LAND FOR SALE.: [1365, 66, 1831, 81]
- listing-text: ACRES, straight out lease. Level dairying land; 100 acres has been ploughed. Capacity 40 cows, 1 bull, 22 young cattle, 3 horses. Good buildings. Terms: 3 years at 27/6 per acre. No goodwill. Possession in July.: [1392, 157, 1831, 178]
- paragraph: PINUS MURICATA, strong 2-year, 25s per 100, PINUS INSIGNIS, strong 2yr, for shelter, 30s per 100, £12 10s per 1000. PINUS INSIGNIS, straight stems for timber, £10 10s per 1000. EUCALYPTUS, ACACIA & TREE LUCERNE (in boxes extra), 26s per 100, £7 10s 1000. OLEARIA (Olearia Abe Abe), Eleagnus, Laurel, Escallonia and Privet, one year trees 20s 100, £10 1000; 2yr trees 25s 100. CUPRESSUS MACROCARPA, 2-year trees, strong, 35s per 100. CUPRESSUS LAWSONIANA, 2yr trees, very scarce (2yr sold out), 45s per 100. BOXTHORN, strong, 35s 1000 in lots of 10,000. BARBERRY, one year (2yr sold out) 45s 100. FRUIT TREES, special grade, picked trees, 3s each, 30s doz.; Commercial, 2s 6d each, 25s doz. LEMONS & ORANGES 4s to 5s each, 42s doz. Gooseberries & Rhubarb, strong, 1s 3d each, 12s 6d doz. Roses, choice named, 2s each, 20s doz.; Shrubs and Climbers, choice 2s each, common 1s each, 10s 6d doz. Rhododendrons, strong, 3s 6d to 5s each. Book your orders now, whilst stocks are good. Early planting is always the best. Catalogues upon application.: [1137, 768, 1353, 931]
- dateline: Sydney, June 21.: [1069, 220, 1125, 230]
- byline: By Telegraph.—Press Association. Dunedin, June 21.: [923, 662, 1076, 670]
- listing: [1365, 715, 1831, 774]
- divider: [1141, 499, 1349, 500]
- dateline: London, June 20.: [1067, 507, 1125, 516]
